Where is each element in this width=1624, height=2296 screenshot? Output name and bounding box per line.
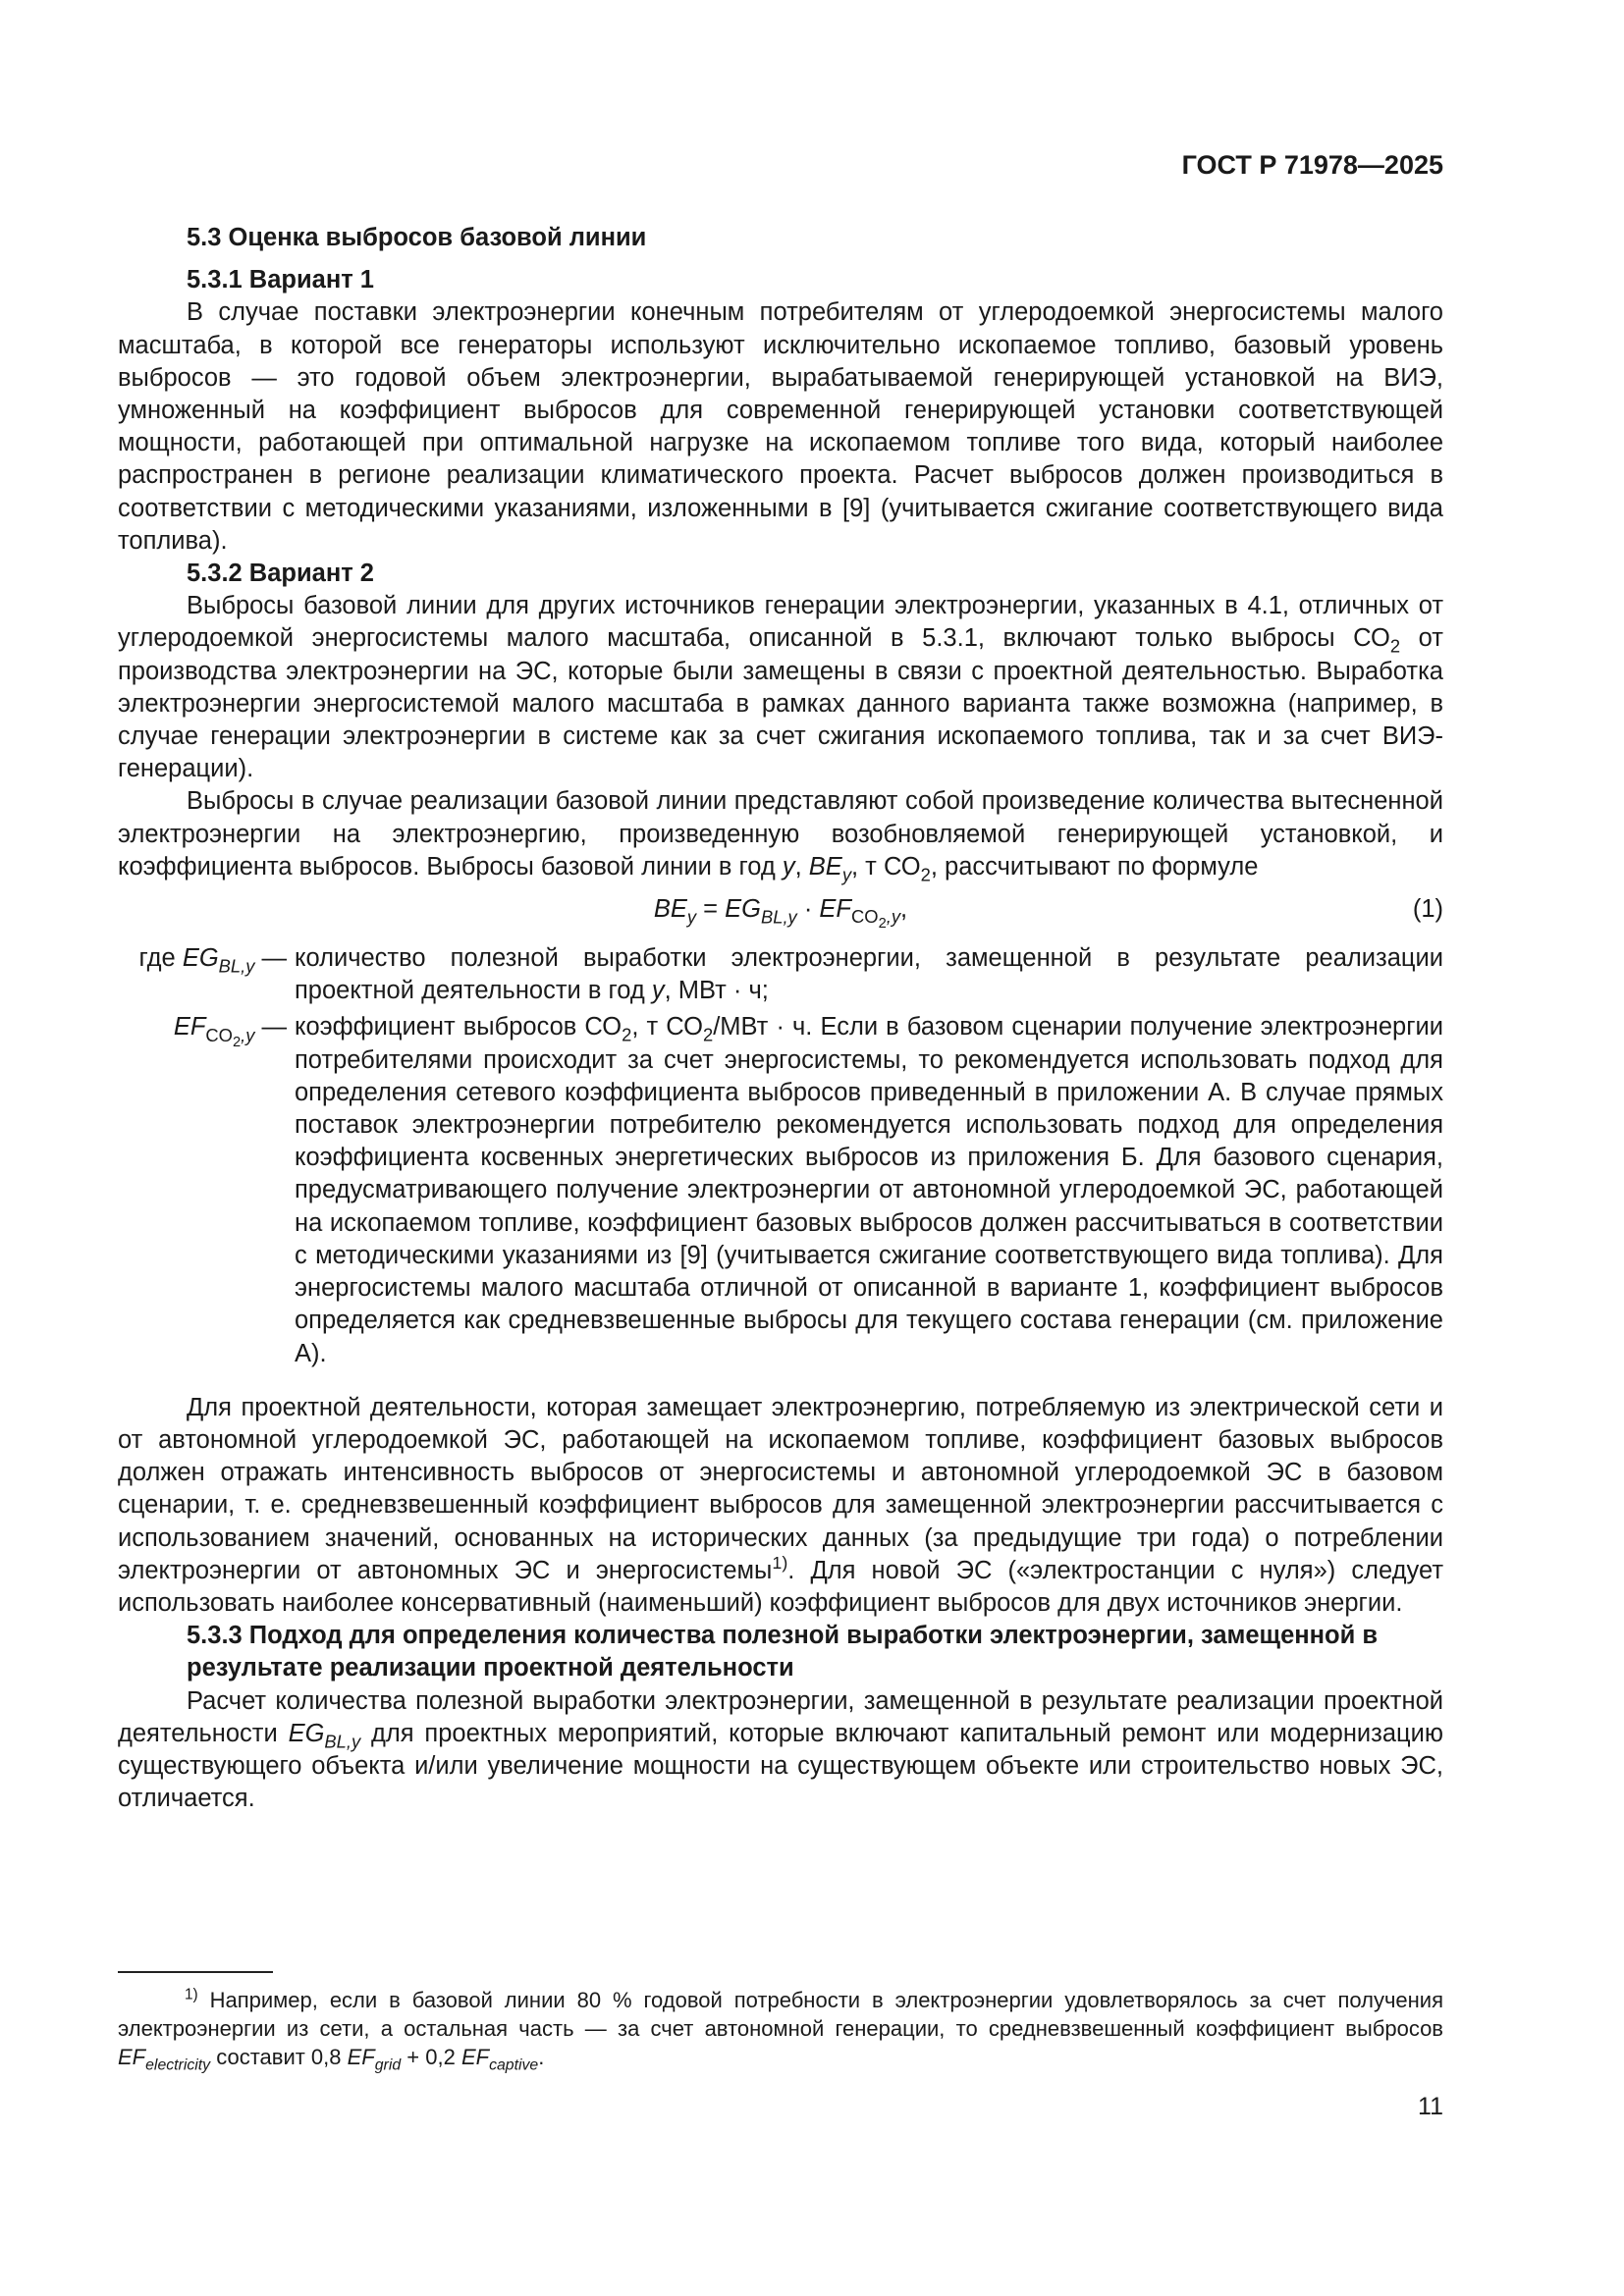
equation-formula: $BE_y = EG_{BL,y} \cdot EF_{CO_2,y}$,	[653, 895, 908, 933]
paragraph-project-activity: Для проектной деятельности, которая замещает электроэнергию, потребляемую из электрической сети и от автономной углеродоемкой ЭС, работающей на ископаемом топливе, коэффициент базовых выбросов должен отражать интенсивность выбросов от энергосистемы и автономной углеродоемкой ЭС в базовом сценарии, т. е. средневзвешенный коэффициент выбросов для замещенной электроэнергии рассчитывается с использованием значений, основанных на исторических данных (за предыдущие три года) о потреблении электроэнергии от автономных ЭС и энергосистемы$^{1)}$. Для новой ЭС («электростанции с нуля») следует использовать наиболее консервативный (наименьший) коэффициент выбросов для двух источников энергии.	[118, 1393, 1443, 1617]
section-5-3-2-heading: 5.3.2 Вариант 2	[187, 560, 374, 588]
document-id: ГОСТ Р 71978—2025	[1181, 150, 1443, 180]
definition-ef	[118, 1011, 1443, 1369]
page-number: 11	[1418, 2093, 1443, 2120]
footnote-divider	[118, 1971, 273, 1973]
section-5-3-3-heading: 5.3.3 Подход для определения количества полезной выработки электроэнергии, замещенной в результате реализации проектной деятельности	[187, 1622, 1379, 1682]
definition-list	[118, 942, 1443, 1370]
footnote: $^{1)}$ Например, если в базовой линии 80 % годовой потребности в электроэнергии удовлетворялось за счет получения электроэнергии из сети, а остальная часть — за счет автономной генерации, то средневзвешенный коэффициент выбросов $EF_{electricity}$ составит 0,8 $EF_{grid} + 0,2$ $EF_{captive}$.	[118, 1986, 1443, 2074]
definition-eg	[118, 942, 1443, 1007]
paragraph-5-3-2-b: Выбросы в случае реализации базовой линии представляют собой произведение количества вытесненной электроэнергии на электроэнергию, произведенную возобновляемой генерирующей установкой, и коэффициента выбросов. Выбросы базовой линии в год y, $BE_y$, т $СО_2$, рассчитывают по формуле	[118, 787, 1443, 885]
definition-text: количество полезной выработки электроэнергии, замещенной в результате реализации проектной деятельности в год y, МВт · ч;	[295, 944, 1443, 1005]
definition-text: коэффициент выбросов $СО_2$, т $СО_2$/МВт · ч. Если в базовом сценарии получение электроэнергии потребителями происходит за счет энергосистемы, то рекомендуется использовать подход для определения сетевого коэффициента выбросов приведенный в приложении А. В случае прямых поставок электроэнергии потребителю рекомендуется использовать подход для определения коэффициента косвенных энергетических выбросов из приложения Б. Для базового сценария, предусматривающего получение электроэнергии от автономной углеродоемкой ЭС, работающей на ископаемом топливе, коэффициент базовых выбросов должен рассчитываться в соответствии с методическими указаниями из [9] (учитывается сжигание соответствующего вида топлива). Для энергосистемы малого масштаба отличной от описанной в варианте 1, коэффициент выбросов определяется как средневзвешенные выбросы для текущего состава генерации (см. приложение А).	[295, 1013, 1443, 1367]
definition-term: где $EG_{BL,y}$ —	[138, 944, 287, 977]
footnote-reference[interactable]: 1)	[772, 1552, 788, 1573]
section-5-3-1-heading: 5.3.1 Вариант 1	[187, 266, 374, 294]
paragraph-5-3-3: Расчет количества полезной выработки электроэнергии, замещенной в результате реализации проектной деятельности $EG_{BL,y}$ для проектных мероприятий, которые включают капитальный ремонт или модернизацию существующего объекта и/или увеличение мощности на существующем объекте или строительство новых ЭС, отличается.	[118, 1686, 1443, 1813]
paragraph-5-3-1: В случае поставки электроэнергии конечным потребителям от углеродоемкой энергосистемы малого масштаба, в которой все генераторы используют исключительно ископаемое топливо, базовый уровень выбросов — это годовой объем электроэнергии, вырабатываемой генерирующей установкой на ВИЭ, умноженный на коэффициент выбросов для современной генерирующей установки соответствующей мощности, работающей при оптимальной нагрузке на ископаемом топливе того вида, который наиболее распространен в регионе реализации климатического проекта. Расчет выбросов должен производиться в соответствии с методическими указаниями, изложенными в [9] (учитывается сжигание соответствующего вида топлива).	[118, 298, 1443, 555]
section-5-3-heading: 5.3 Оценка выбросов базовой линии	[187, 224, 647, 251]
document-body	[118, 222, 1443, 1815]
equation-1	[118, 893, 1443, 933]
paragraph-5-3-2-a: Выбросы базовой линии для других источников генерации электроэнергии, указанных в 4.1, отличных от углеродоемкой энергосистемы малого масштаба, описанной в 5.3.1, включают только выбросы $СО_2$ от производства электроэнергии на ЭС, которые были замещены в связи с проектной деятельностью. Выработка электроэнергии энергосистемой малого масштаба в рамках данного варианта также возможна (например, в случае генерации электроэнергии в системе как за счет сжигания ископаемого топлива, так и за счет ВИЭ-генерации).	[118, 592, 1443, 783]
footnote-mark: 1)	[185, 1986, 198, 2003]
definition-term: $EF_{CO_2,y}$ —	[173, 1013, 287, 1051]
equation-number: (1)	[1412, 895, 1443, 924]
